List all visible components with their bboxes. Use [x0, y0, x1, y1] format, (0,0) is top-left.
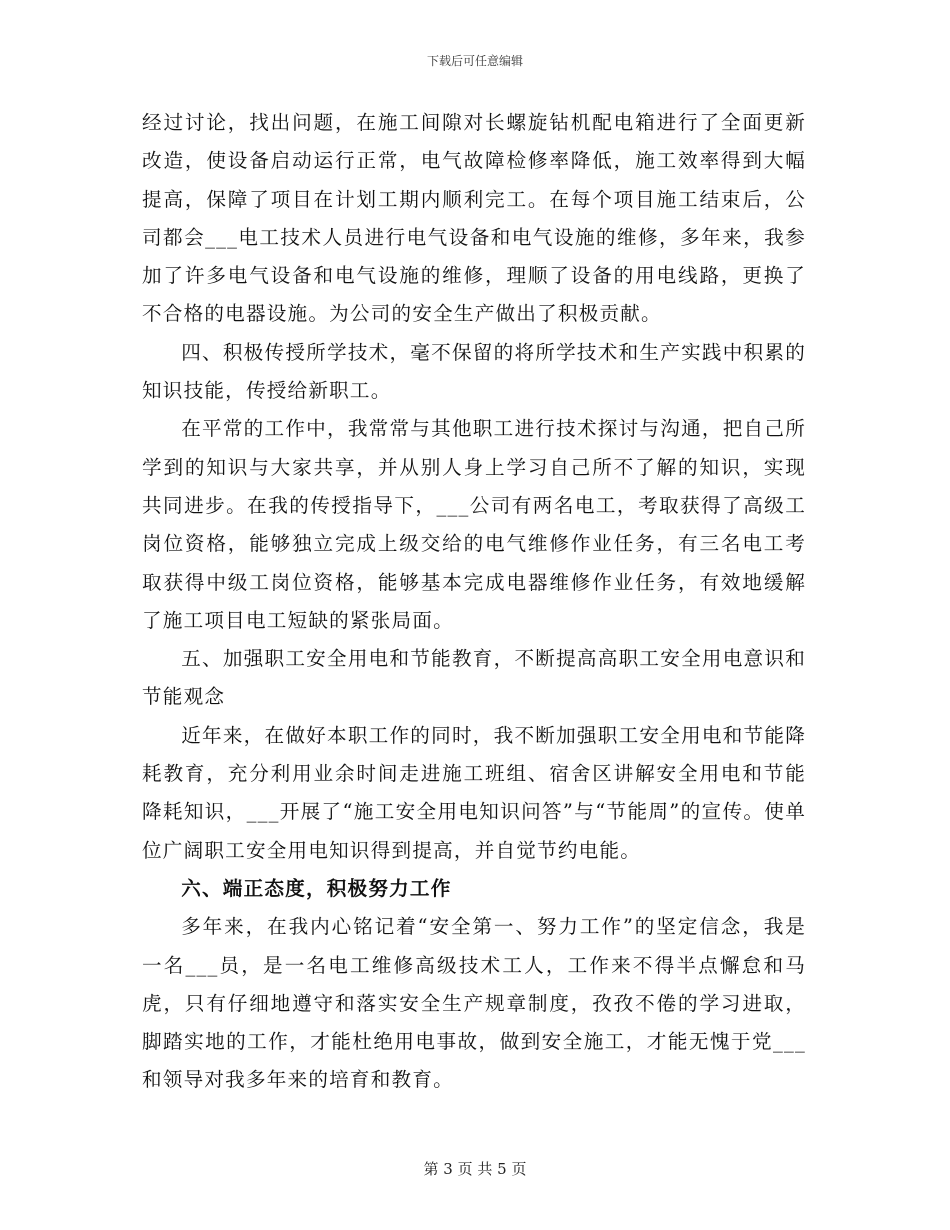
section-heading-6: 六、端正态度，积极努力工作	[181, 876, 452, 900]
paragraph: 近年来，在做好本职工作的同时，我不断加强职工安全用电和节能降耗教育，充分利用业余时间走进施工班组、宿舍区讲解安全用电和节能降耗知识，___开展了“施工安全用电知识问答”与“节能周”的宣传。使单位广阔职工安全用电知识得到提高，并自觉节约电能。	[142, 723, 806, 862]
page-number: 第 3 页 共 5 页	[423, 1160, 527, 1178]
section-heading-4: 四、积极传授所学技术，毫不保留的将所学技术和生产实践中积累的知识技能，传授给新职工。	[142, 340, 806, 403]
paragraph: 多年来，在我内心铭记着“安全第一、努力工作”的坚定信念，我是一名___员，是一名电工维修高级技术工人，工作来不得半点懈怠和马虎，只有仔细地遵守和落实安全生产规章制度，孜孜不倦的学习进取，脚踏实地的工作，才能杜绝用电事故，做到安全施工，才能无愧于党___和领导对我多年来的培育和教育。	[142, 915, 806, 1092]
page-header: 下载后可任意编辑	[426, 54, 523, 68]
paragraph: 在平常的工作中，我常常与其他职工进行技术探讨与沟通，把自己所学到的知识与大家共享，并从别人身上学习自己所不了解的知识，实现共同进步。在我的传授指导下，___公司有两名电工，考取获得了高级工岗位资格，能够独立完成上级交给的电气维修作业任务，有三名电工考取获得中级工岗位资格，能够基本完成电器维修作业任务，有效地缓解了施工项目电工短缺的紧张局面。	[142, 417, 806, 632]
paragraph-continuation: 经过讨论，找出问题，在施工间隙对长螺旋钻机配电箱进行了全面更新改造，使设备启动运行正常，电气故障检修率降低，施工效率得到大幅提高，保障了项目在计划工期内顺利完工。在每个项目施工结束后，公司都会___电工技术人员进行电气设备和电气设施的维修，多年来，我参加了许多电气设备和电气设施的维修，理顺了设备的用电线路，更换了不合格的电器设施。为公司的安全生产做出了积极贡献。	[142, 111, 806, 326]
document-body	[142, 104, 806, 1100]
section-heading-5: 五、加强职工安全用电和节能教育，不断提高高职工安全用电意识和节能观念	[142, 647, 806, 709]
